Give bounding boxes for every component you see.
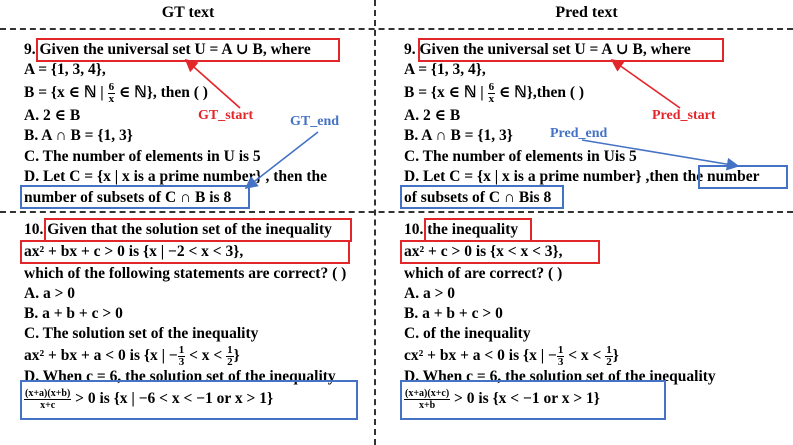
gt-start-label: GT_start xyxy=(198,108,254,123)
gt-q10-c-set-start: ax² + bx + a < 0 is {x | − xyxy=(24,347,178,365)
gt-start-arrow xyxy=(186,60,240,108)
pred-q10-d-solution: > 0 is {x < −1 or x > 1} xyxy=(450,390,600,408)
pred-q10-fraction-half: $\frac{1}{2}$ xyxy=(606,344,612,368)
gt-q9-line1: 9. Given the universal set U = A ∪ B, where xyxy=(24,41,311,58)
pred-q10-option-d: D. When c = 6, the solution set of the inequality xyxy=(404,368,716,385)
gt-q10-d-solution: > 0 is {x | −6 < x < −1 or x > 1} xyxy=(71,390,274,408)
gt-q10-line1: 10. Given that the solution set of the inequality xyxy=(24,221,332,238)
gt-q9-option-c: C. The number of elements in U is 5 xyxy=(24,148,261,165)
pred-q10-option-b: B. a + b + c > 0 xyxy=(404,305,503,322)
pred-q10-fraction-third: $\frac{1}{3}$ xyxy=(557,344,564,368)
pred-end-arrow xyxy=(582,140,738,166)
pred-q9-option-c: C. The number of elements in Uis 5 xyxy=(404,148,637,165)
gt-end-label: GT_end xyxy=(290,114,340,129)
pred-end-label: Pred_end xyxy=(550,126,608,141)
pred-q9-option-a: A. 2 ∈ B xyxy=(404,107,461,124)
pred-q10-rational-fraction: $\frac{(x+a)(x+c)}{x+b}$ xyxy=(405,388,450,411)
gt-q9-option-d: D. Let C = {x | x is a prime number} , then the xyxy=(24,168,328,185)
pred-q10-option-c: C. of the inequality xyxy=(404,325,531,342)
gt-q9-option-a: A. 2 ∈ B xyxy=(24,107,81,124)
pred-start-arrow xyxy=(612,60,680,108)
gt-q10-option-b: B. a + b + c > 0 xyxy=(24,305,123,322)
pred-q9-fraction: $\frac{6}{x}$ xyxy=(488,81,495,105)
gt-q10-rational-fraction: $\frac{(x+a)(x+b)}{x+c}$ xyxy=(25,388,71,411)
gt-q10-line3: which of the following statements are correct? ( ) xyxy=(24,265,347,282)
gt-q10-c-set-mid: < x < xyxy=(185,347,227,365)
pred-q9-line2: A = {1, 3, 4}, xyxy=(404,61,486,78)
gt-q9-option-d-end: number of subsets of C ∩ B is 8 xyxy=(24,189,232,206)
gt-q9-option-b: B. A ∩ B = {1, 3} xyxy=(24,127,133,144)
gt-q10-c-set-end: } xyxy=(233,347,240,365)
gt-q10-option-c: C. The solution set of the inequality xyxy=(24,325,259,342)
gt-q9-line2: A = {1, 3, 4}, xyxy=(24,61,106,78)
pred-q10-option-a: A. a > 0 xyxy=(404,285,456,302)
pred-header: Pred text xyxy=(555,4,618,21)
gt-q10-fraction-third: $\frac{1}{3}$ xyxy=(178,344,185,368)
gt-q9-fraction: $\frac{6}{x}$ xyxy=(108,81,115,105)
pred-start-label: Pred_start xyxy=(652,108,716,123)
pred-q9-set-b-start: B = {x ∈ ℕ | xyxy=(404,84,488,102)
gt-end-arrow xyxy=(246,132,318,188)
pred-q9-line1: 9. Given the universal set U = A ∪ B, where xyxy=(404,41,691,58)
pred-q10-c-set-start: cx² + bx + a < 0 is {x | − xyxy=(404,347,557,365)
pred-q10-line2: ax² + c > 0 is {x < x < 3}, xyxy=(404,243,563,260)
gt-header: GT text xyxy=(161,4,215,21)
pred-q10-c-set-end: } xyxy=(612,347,619,365)
gt-q10-line2: ax² + bx + c > 0 is {x | −2 < x < 3}, xyxy=(24,243,244,260)
pred-q10-line1: 10. the inequality xyxy=(404,221,519,238)
pred-q10-c-set-mid: < x < xyxy=(564,347,606,365)
pred-q10-line3: which of are correct? ( ) xyxy=(404,265,563,282)
pred-q9-set-b-end: ∈ ℕ},then ( ) xyxy=(495,84,585,102)
pred-q9-option-d-end: of subsets of C ∩ Bis 8 xyxy=(404,189,552,206)
pred-q9-option-b: B. A ∩ B = {1, 3} xyxy=(404,127,513,144)
gt-q9-set-b-end: ∈ ℕ}, then ( ) xyxy=(115,84,208,102)
gt-q10-fraction-half: $\frac{1}{2}$ xyxy=(227,344,233,368)
gt-q10-option-a: A. a > 0 xyxy=(24,285,76,302)
gt-q9-set-b-start: B = {x ∈ ℕ | xyxy=(24,84,108,102)
gt-q10-option-d: D. When c = 6, the solution set of the inequality xyxy=(24,368,336,385)
pred-q9-option-d: D. Let C = {x | x is a prime number} ,then the number xyxy=(404,168,760,185)
